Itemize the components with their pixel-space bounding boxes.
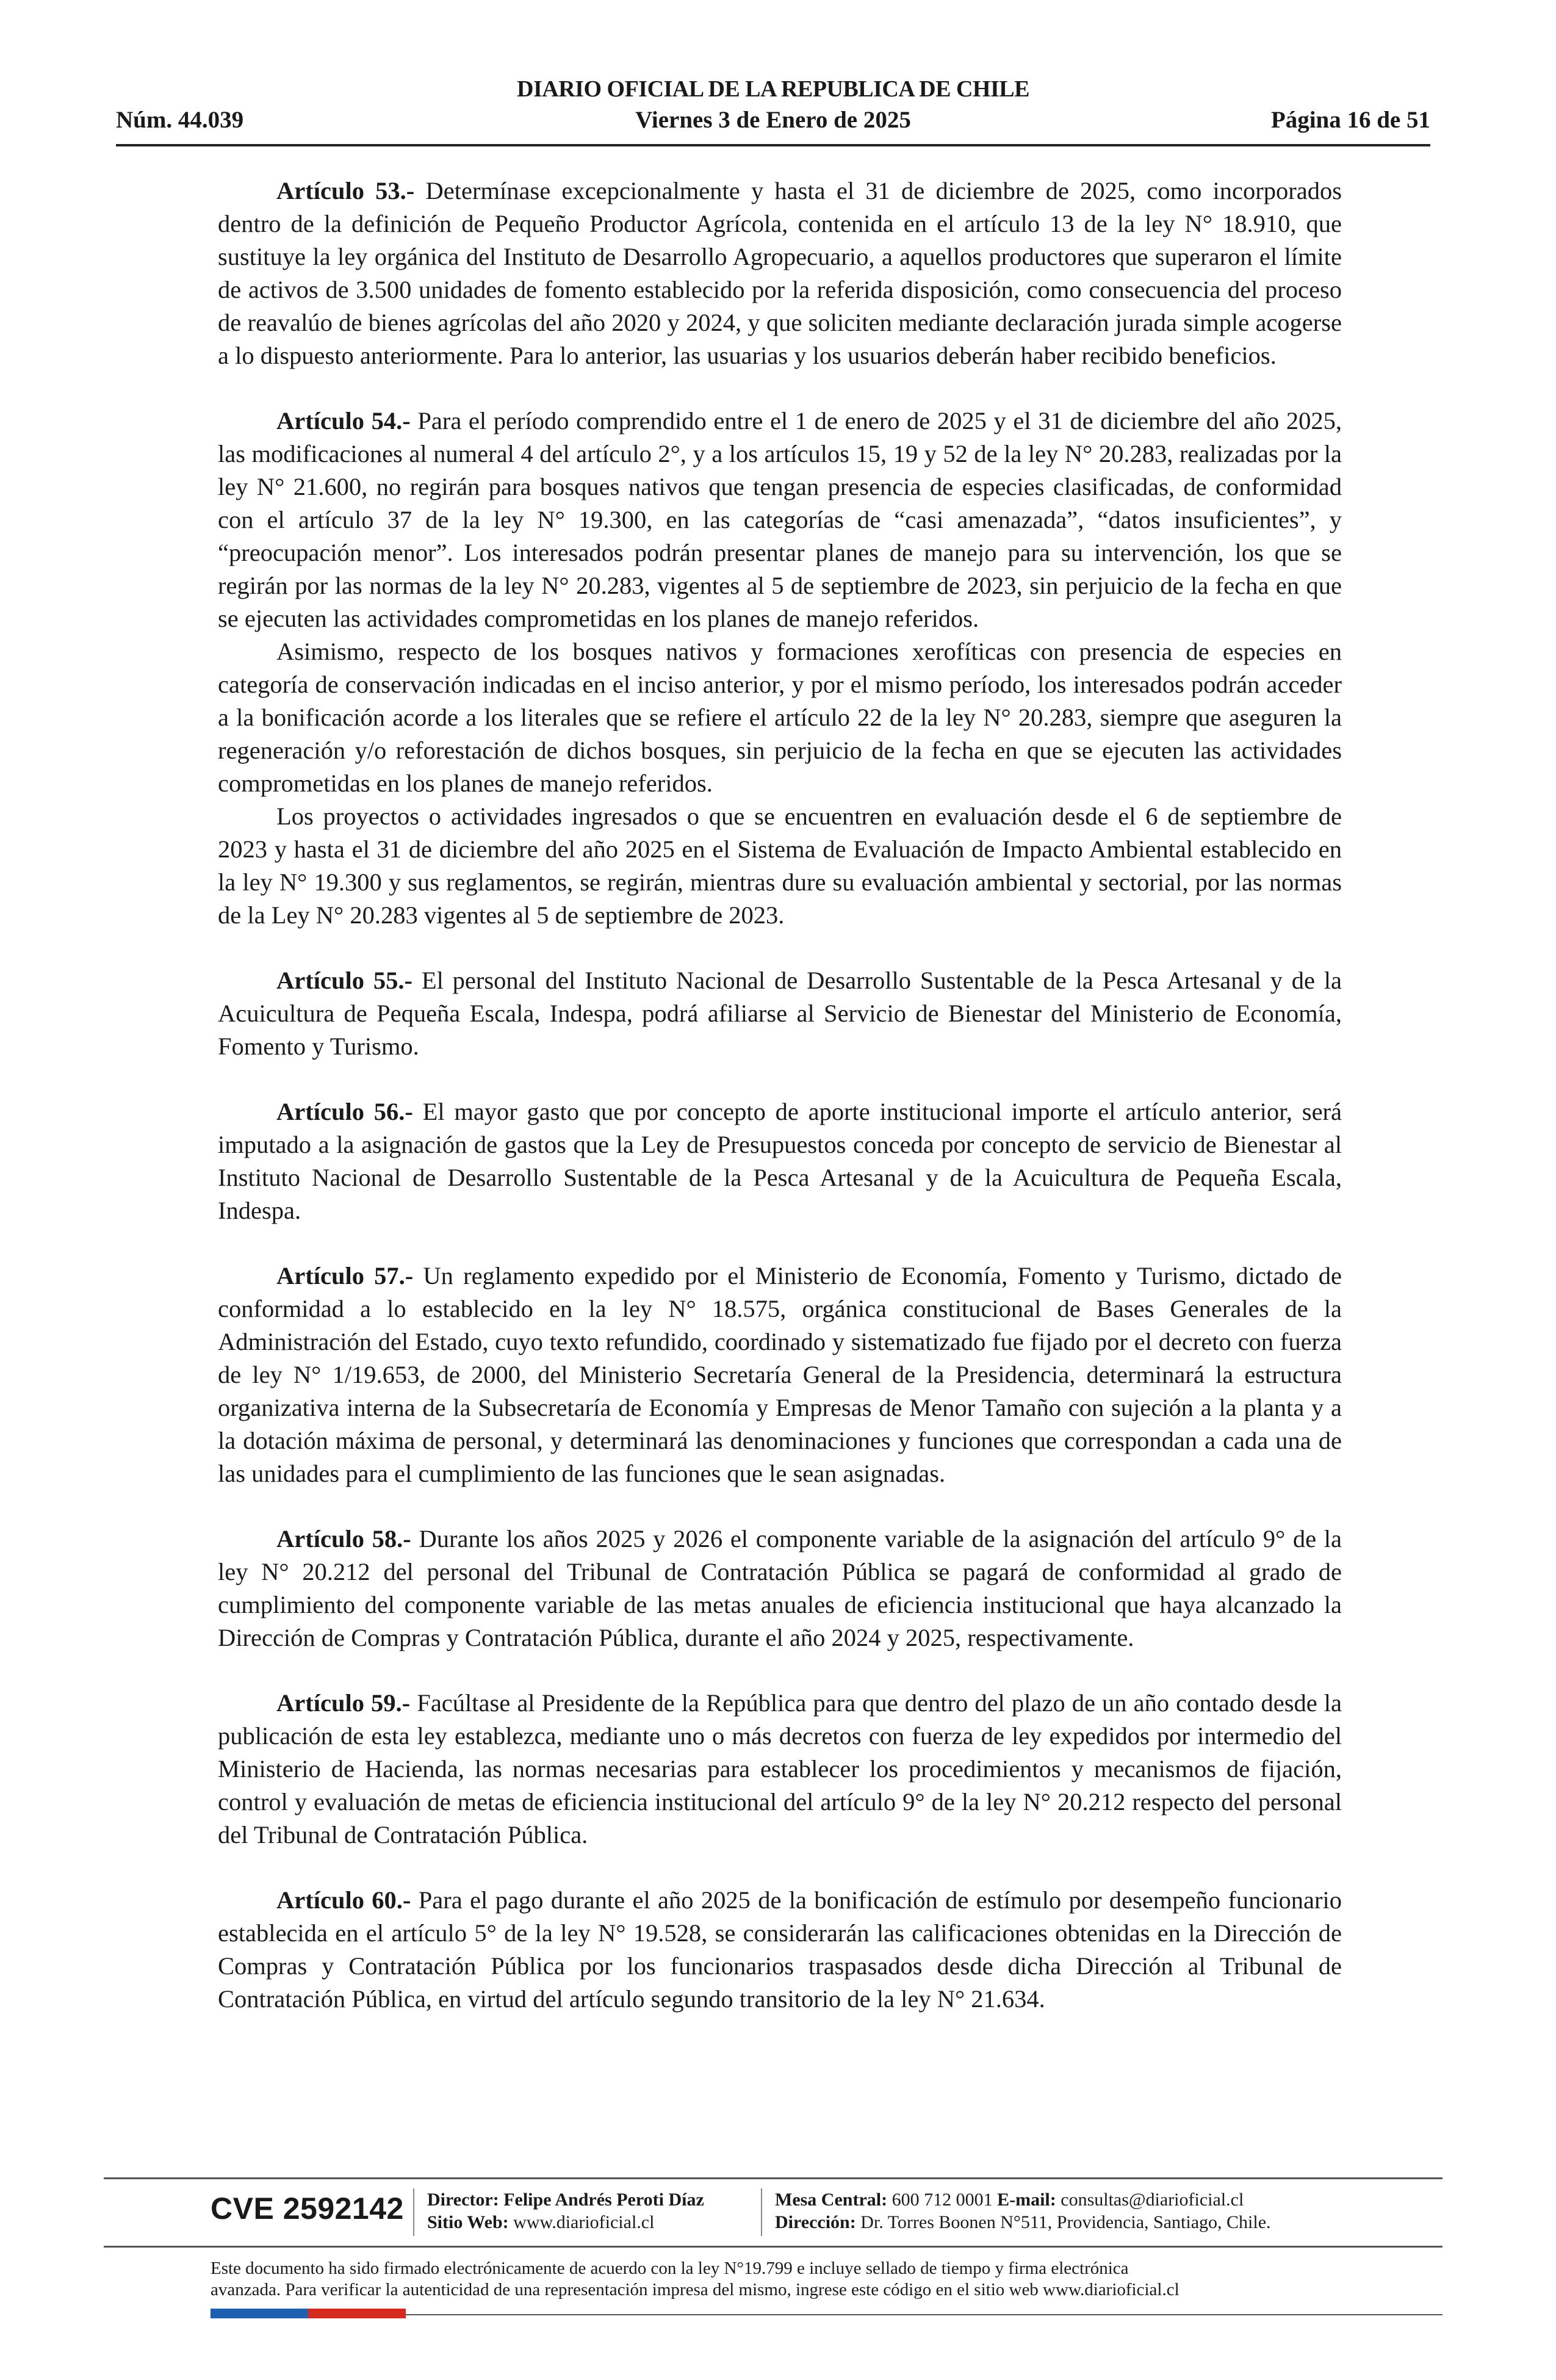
article-text: Los proyectos o actividades ingresados o que se encuentren en evaluación desde el 6 de septiembre de 2023 y hasta el 31 de diciembre del año 2025 en el Sistema de Evaluación de Impacto Ambiental establecido en la ley N° 19.300 y sus reglamentos, se regirán, mientras dure su evaluación ambiental y sectorial, por las normas de la Ley N° 20.283 vigentes al 5 de septiembre de 2023. xyxy=(218,802,1342,929)
article xyxy=(218,964,1342,1063)
article-paragraph xyxy=(218,405,1342,635)
article xyxy=(218,175,1342,372)
issue-number: Núm. 44.039 xyxy=(116,107,244,133)
article-paragraph xyxy=(218,964,1342,1063)
email-label: E-mail: xyxy=(997,2190,1056,2210)
article-label: Artículo 59.- xyxy=(276,1689,411,1717)
article xyxy=(218,405,1342,932)
notice-line: Este documento ha sido firmado electrónicamente de acuerdo con la ley N°19.799 e incluye sellado de tiempo y firma electrónica xyxy=(211,2259,1129,2278)
article-paragraph xyxy=(218,1095,1342,1227)
footer-contact-block xyxy=(775,2188,1271,2234)
article-paragraph xyxy=(218,1687,1342,1852)
article xyxy=(218,1687,1342,1852)
flag-blue-segment xyxy=(211,2309,308,2318)
footer-divider xyxy=(761,2188,762,2236)
article-label: Artículo 53.- xyxy=(276,177,415,204)
footer-divider xyxy=(413,2188,414,2236)
article-text: Para el período comprendido entre el 1 de enero de 2025 y el 31 de diciembre del año 2025, las modificaciones al numeral 4 del artículo 2°, y a los artículos 15, 19 y 52 de la ley N° 20.283, realizadas por la ley N° 21.600, no regirán para bosques nativos que tengan presencia de especies clasificadas, de conformidad con el artículo 37 de la ley N° 19.300, en las categorías de “casi amenazada”, “datos insuficientes”, y “preocupación menor”. Los interesados podrán presentar planes de manejo para su intervención, los que se regirán por las normas de la ley N° 20.283, vigentes al 5 de septiembre de 2023, sin perjuicio de la fecha en que se ejecuten las actividades comprometidas en los planes de manejo referidos. xyxy=(218,407,1342,632)
document-body xyxy=(218,175,1342,2048)
article-text: Durante los años 2025 y 2026 el componente variable de la asignación del artículo 9° de la ley N° 20.212 del personal del Tribunal de Contratación Pública se pagará de conformidad al grado de cumplimiento del componente variable de las metas anuales de eficiencia institucional que haya alcanzado la Dirección de Compras y Contratación Pública, durante el año 2024 y 2025, respectivamente. xyxy=(218,1525,1342,1651)
phone-number: 600 712 0001 xyxy=(891,2190,993,2210)
web-link[interactable]: www.diarioficial.cl xyxy=(513,2212,655,2232)
article-text: El personal del Instituto Nacional de Desarrollo Sustentable de la Pesca Artesanal y de la Acuicultura de Pequeña Escala, Indespa, podrá afiliarse al Servicio de Bienestar del Ministerio de Economía, Fomento y Turismo. xyxy=(218,967,1342,1060)
address-label: Dirección: xyxy=(775,2212,856,2232)
footer-bottom-rule xyxy=(403,2314,1443,2315)
article-paragraph xyxy=(218,1260,1342,1490)
phone-label: Mesa Central: xyxy=(775,2190,888,2210)
article-label: Artículo 57.- xyxy=(276,1262,414,1289)
page-number: Página 16 de 51 xyxy=(1270,107,1430,133)
article xyxy=(218,1884,1342,2016)
publication-title: DIARIO OFICIAL DE LA REPUBLICA DE CHILE xyxy=(517,76,1029,102)
article-label: Artículo 58.- xyxy=(276,1525,411,1552)
article-paragraph xyxy=(218,1523,1342,1654)
director-label: Director: xyxy=(427,2190,499,2210)
article-text: Determínase excepcionalmente y hasta el 31 de diciembre de 2025, como incorporados dentro de la definición de Pequeño Productor Agrícola, contenida en el artículo 13 de la ley N° 18.910, que sustituye la ley orgánica del Instituto de Desarrollo Agropecuario, a aquellos productores que superaron el límite de activos de 3.500 unidades de fomento establecido por la referida disposición, como consecuencia del proceso de reavalúo de bienes agrícolas del año 2020 y 2024, y que soliciten mediante declaración jurada simple acogerse a lo dispuesto anteriormente. Para lo anterior, las usuarias y los usuarios deberán haber recibido beneficios. xyxy=(218,177,1342,369)
footer-top-rule xyxy=(104,2177,1443,2179)
article-text: Asimismo, respecto de los bosques nativos y formaciones xerofíticas con presencia de especies en categoría de conservación indicadas en el inciso anterior, y por el mismo período, los interesados podrán acceder a la bonificación acorde a los literales que se refiere el artículo 22 de la ley N° 20.283, siempre que aseguren la regeneración y/o reforestación de dichos bosques, sin perjuicio de la fecha en que se ejecuten las actividades comprometidas en los planes de manejo referidos. xyxy=(218,638,1342,797)
flag-red-segment xyxy=(308,2309,406,2318)
article xyxy=(218,1523,1342,1654)
article-paragraph xyxy=(218,635,1342,800)
article xyxy=(218,1260,1342,1490)
page-header xyxy=(116,76,1430,146)
notice-line: avanzada. Para verificar la autenticidad de una representación impresa del mismo, ingrese este código en el sitio web www.diarioficial.cl xyxy=(211,2280,1180,2299)
footer-middle-rule xyxy=(104,2246,1443,2248)
footer-director-block xyxy=(427,2188,704,2234)
article-label: Artículo 55.- xyxy=(276,967,412,994)
article-label: Artículo 56.- xyxy=(276,1098,413,1125)
email-link[interactable]: consultas@diarioficial.cl xyxy=(1061,2190,1244,2210)
article-text: Para el pago durante el año 2025 de la bonificación de estímulo por desempeño funcionario establecida en el artículo 5° de la ley N° 19.528, se considerarán las calificaciones obtenidas en la Dirección de Compras y Contratación Pública por los funcionarios traspasados desde dicha Dirección al Tribunal de Contratación Pública, en virtud del artículo segundo transitorio de la ley N° 21.634. xyxy=(218,1886,1342,2013)
article-text: Facúltase al Presidente de la República para que dentro del plazo de un año contado desde la publicación de esta ley establezca, mediante uno o más decretos con fuerza de ley expedidos por intermedio del Ministerio de Hacienda, las normas necesarias para establecer los procedimientos y mecanismos de fijación, control y evaluación de metas de eficiencia institucional del artículo 9° de la ley N° 20.212 respecto del personal del Tribunal de Contratación Pública. xyxy=(218,1689,1342,1848)
article-paragraph xyxy=(218,800,1342,932)
page-footer xyxy=(211,2188,1370,2237)
article-paragraph xyxy=(218,1884,1342,2016)
director-name: Felipe Andrés Peroti Díaz xyxy=(503,2190,704,2210)
web-label: Sitio Web: xyxy=(427,2212,509,2232)
article-paragraph xyxy=(218,175,1342,372)
article-text: El mayor gasto que por concepto de aporte institucional importe el artículo anterior, será imputado a la asignación de gastos que la Ley de Presupuestos conceda por concepto de servicio de Bienestar al Instituto Nacional de Desarrollo Sustentable de la Pesca Artesanal y de la Acuicultura de Pequeña Escala, Indespa. xyxy=(218,1098,1342,1224)
article xyxy=(218,1095,1342,1227)
cve-code: CVE 2592142 xyxy=(211,2191,404,2226)
issue-date: Viernes 3 de Enero de 2025 xyxy=(635,107,911,133)
article-text: Un reglamento expedido por el Ministerio de Economía, Fomento y Turismo, dictado de conformidad a lo establecido en la ley N° 18.575, orgánica constitucional de Bases Generales de la Administración del Estado, cuyo texto refundido, coordinado y sistematizado fue fijado por el decreto con fuerza de ley N° 1/19.653, de 2000, del Ministerio Secretaría General de la Presidencia, determinará la estructura organizativa interna de la Subsecretaría de Economía y Empresas de Menor Tamaño con sujeción a la planta y a la dotación máxima de personal, y determinará las denominaciones y funciones que correspondan a cada una de las unidades para el cumplimiento de las funciones que le sean asignadas. xyxy=(218,1262,1342,1487)
article-label: Artículo 54.- xyxy=(276,407,411,435)
article-label: Artículo 60.- xyxy=(276,1886,411,1914)
signature-notice xyxy=(211,2258,1339,2301)
address-text: Dr. Torres Boonen N°511, Providencia, Santiago, Chile. xyxy=(860,2212,1271,2232)
